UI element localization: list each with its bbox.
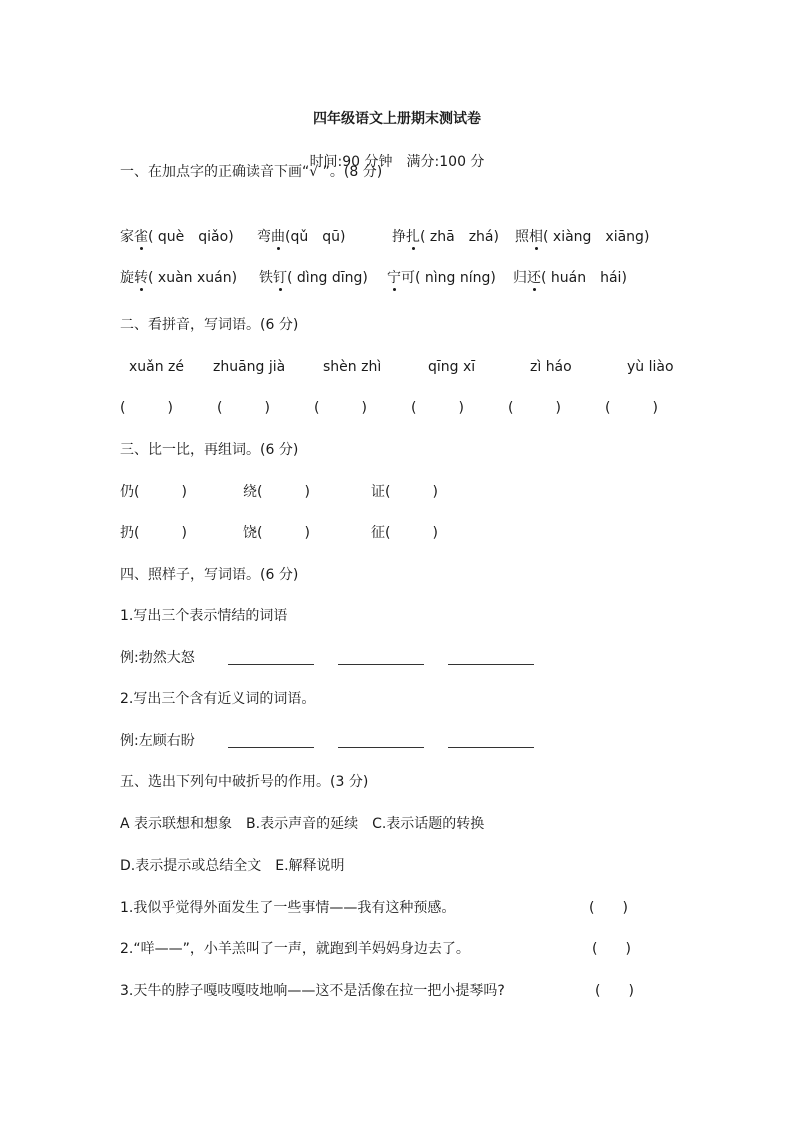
q2-answer-blank[interactable]: ( ) [411, 400, 464, 416]
q5-options-2: D.表示提示或总结全文 E.解释说明 [120, 858, 345, 874]
q5-answer-blank[interactable]: ( ) [595, 983, 634, 999]
q5-answer-blank[interactable]: ( ) [589, 900, 628, 916]
q3-item[interactable]: 证( ) [371, 484, 438, 500]
q4-sub2: 2.写出三个含有近义词的词语。 [120, 691, 316, 707]
page-title: 四年级语文上册期末测试卷 [313, 111, 481, 127]
q4-sub1: 1.写出三个表示情结的词语 [120, 608, 288, 624]
answer-line[interactable] [448, 747, 534, 748]
q5-heading: 五、选出下列句中破折号的作用。(3 分) [120, 774, 369, 790]
q3-item[interactable]: 绕( ) [243, 484, 310, 500]
q5-options-1: A 表示联想和想象 B.表示声音的延续 C.表示话题的转换 [120, 816, 485, 832]
q3-item[interactable]: 仍( ) [120, 484, 187, 500]
answer-line[interactable] [338, 664, 424, 665]
q2-pinyin: qīng xī [428, 359, 476, 375]
q3-item[interactable]: 饶( ) [243, 525, 310, 541]
q2-pinyin: zì háo [530, 359, 572, 375]
q3-heading: 三、比一比，再组词。(6 分) [120, 442, 299, 458]
q5-item-text: 3.天牛的脖子嘎吱嘎吱地响——这不是活像在拉一把小提琴吗? [120, 983, 505, 999]
answer-line[interactable] [338, 747, 424, 748]
q1-item: 家雀( què qiǎo) [120, 229, 234, 245]
q2-pinyin: yù liào [627, 359, 674, 375]
q2-answer-blank[interactable]: ( ) [508, 400, 561, 416]
q2-pinyin: shèn zhì [323, 359, 382, 375]
q5-item-text: 1.我似乎觉得外面发生了一些事情——我有这种预感。 [120, 900, 456, 916]
q1-item: 挣扎( zhā zhá) [392, 229, 499, 245]
q2-pinyin: zhuāng jià [213, 359, 286, 375]
q1-item: 归还( huán hái) [513, 270, 627, 286]
q1-heading: 一、在加点字的正确读音下画“√ ”。(8 分) [120, 164, 383, 180]
q5-item-text: 2.“咩——”，小羊羔叫了一声，就跑到羊妈妈身边去了。 [120, 941, 470, 957]
answer-line[interactable] [228, 664, 314, 665]
q2-answer-blank[interactable]: ( ) [120, 400, 173, 416]
q1-item: 旋转( xuàn xuán) [120, 270, 238, 286]
q2-answer-blank[interactable]: ( ) [314, 400, 367, 416]
q1-item: 宁可( nìng níng) [387, 270, 496, 286]
q5-answer-blank[interactable]: ( ) [592, 941, 631, 957]
q2-answer-blank[interactable]: ( ) [605, 400, 658, 416]
q3-item[interactable]: 扔( ) [120, 525, 187, 541]
q3-item[interactable]: 征( ) [371, 525, 438, 541]
q4-heading: 四、照样子，写词语。(6 分) [120, 567, 299, 583]
q2-answer-blank[interactable]: ( ) [217, 400, 270, 416]
answer-line[interactable] [228, 747, 314, 748]
q1-item: 铁钉( dìng dīng) [259, 270, 368, 286]
q2-heading: 二、看拼音，写词语。(6 分) [120, 317, 299, 333]
answer-line[interactable] [448, 664, 534, 665]
q1-item: 照相( xiàng xiāng) [515, 229, 650, 245]
q2-pinyin: xuǎn zé [129, 359, 185, 375]
q1-item: 弯曲(qǔ qū) [257, 229, 346, 245]
exam-time-score: 时间:90 分钟 满分:100 分 [309, 154, 485, 170]
q4-example1: 例:勃然大怒 [120, 650, 195, 666]
q4-example2: 例:左顾右盼 [120, 733, 195, 749]
